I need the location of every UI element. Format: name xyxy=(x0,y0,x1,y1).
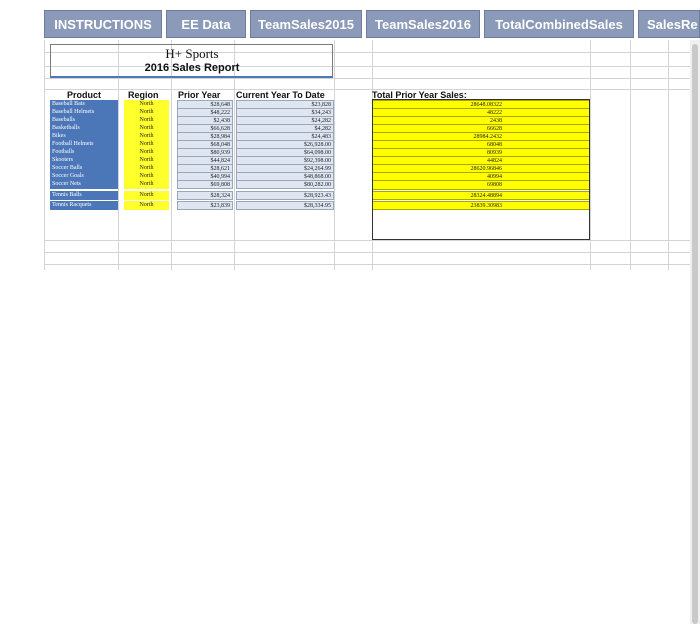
current-year-cell[interactable]: $34,243 xyxy=(236,108,334,117)
region-cell[interactable]: North xyxy=(124,164,169,173)
prior-year-cell[interactable]: $40,994 xyxy=(177,172,233,181)
product-cell[interactable]: Soccer Goals xyxy=(50,172,118,181)
product-cell[interactable]: Footballs xyxy=(50,148,118,157)
prior-year-cell[interactable]: $28,648 xyxy=(177,100,233,109)
total-prior-cell[interactable]: 48222 xyxy=(372,108,590,117)
total-prior-cell[interactable]: 28324.48894 xyxy=(372,191,590,200)
total-prior-cell[interactable]: 2438 xyxy=(372,116,590,125)
product-cell[interactable]: Tennis Balls xyxy=(50,191,118,200)
product-cell[interactable]: Soccer Nets xyxy=(50,180,118,189)
current-year-cell[interactable]: $24,282 xyxy=(236,116,334,125)
region-cell[interactable]: North xyxy=(124,140,169,149)
prior-year-cell[interactable]: $80,939 xyxy=(177,148,233,157)
total-prior-cell[interactable]: 28984.2432 xyxy=(372,132,590,141)
header-current-year[interactable]: Current Year To Date xyxy=(236,90,325,100)
total-prior-cell[interactable]: 28620.96846 xyxy=(372,164,590,173)
region-cell[interactable]: North xyxy=(124,108,169,117)
current-year-cell[interactable]: $64,098.00 xyxy=(236,148,334,157)
header-product[interactable]: Product xyxy=(67,90,102,100)
tab-salesreport[interactable]: SalesRe xyxy=(638,10,700,38)
current-year-cell[interactable]: $80,282.00 xyxy=(236,180,334,189)
product-cell[interactable]: Football Helmets xyxy=(50,140,118,149)
total-prior-cell[interactable]: 40994 xyxy=(372,172,590,181)
company-name: H+ Sports xyxy=(165,46,219,61)
region-cell[interactable]: North xyxy=(124,148,169,157)
prior-year-cell[interactable]: $66,628 xyxy=(177,124,233,133)
total-prior-cell[interactable]: 44824 xyxy=(372,156,590,165)
current-year-cell[interactable]: $24,483 xyxy=(236,132,334,141)
product-cell[interactable]: Soccer Balls xyxy=(50,164,118,173)
current-year-cell[interactable]: $28,923.43 xyxy=(236,191,334,200)
region-cell[interactable]: North xyxy=(124,124,169,133)
product-cell[interactable]: Skooters xyxy=(50,156,118,165)
total-prior-cell[interactable]: 28648.08322 xyxy=(372,100,590,109)
region-cell[interactable]: North xyxy=(124,201,169,210)
product-cell[interactable]: Tennis Racquets xyxy=(50,201,118,210)
sheet-tab-bar xyxy=(44,10,700,40)
header-region[interactable]: Region xyxy=(128,90,159,100)
current-year-cell[interactable]: $28,334.95 xyxy=(236,201,334,210)
product-cell[interactable]: Baseball Bats xyxy=(50,100,118,109)
product-cell[interactable]: Bikes xyxy=(50,132,118,141)
total-prior-cell[interactable]: 80939 xyxy=(372,148,590,157)
product-cell[interactable]: Baseballs xyxy=(50,116,118,125)
region-cell[interactable]: North xyxy=(124,100,169,109)
report-title: 2016 Sales Report xyxy=(144,62,240,74)
header-total-prior[interactable]: Total Prior Year Sales: xyxy=(372,90,467,100)
current-year-cell[interactable]: $23,828 xyxy=(236,100,334,109)
title-underline xyxy=(50,76,333,78)
scrollbar-thumb[interactable] xyxy=(692,44,698,624)
prior-year-cell[interactable]: $2,438 xyxy=(177,116,233,125)
total-prior-cell[interactable]: 69808 xyxy=(372,180,590,190)
tab-teamsales2016[interactable]: TeamSales2016 xyxy=(366,10,480,38)
current-year-cell[interactable]: $4,282 xyxy=(236,124,334,133)
prior-year-cell[interactable]: $23,839 xyxy=(177,201,233,210)
tab-ee-data[interactable]: EE Data xyxy=(166,10,246,38)
product-cell[interactable]: Baseball Helmets xyxy=(50,108,118,117)
header-prior-year[interactable]: Prior Year xyxy=(178,90,221,100)
total-prior-cell[interactable]: 68048 xyxy=(372,140,590,149)
product-cell[interactable]: Basketballs xyxy=(50,124,118,133)
tab-teamsales2015[interactable]: TeamSales2015 xyxy=(250,10,362,38)
total-prior-cell[interactable]: 23839.30983 xyxy=(372,201,590,210)
region-cell[interactable]: North xyxy=(124,116,169,125)
current-year-cell[interactable]: $26,928.00 xyxy=(236,140,334,149)
prior-year-cell[interactable]: $44,824 xyxy=(177,156,233,165)
total-prior-cell[interactable]: 66628 xyxy=(372,124,590,133)
tab-instructions[interactable]: INSTRUCTIONS xyxy=(44,10,162,38)
current-year-cell[interactable]: $24,264.99 xyxy=(236,164,334,173)
prior-year-cell[interactable]: $28,621 xyxy=(177,164,233,173)
current-year-cell[interactable]: $92,398.00 xyxy=(236,156,334,165)
tab-totalcombinedsales[interactable]: TotalCombinedSales xyxy=(484,10,634,38)
prior-year-cell[interactable]: $68,048 xyxy=(177,140,233,149)
region-cell[interactable]: North xyxy=(124,191,169,200)
current-year-cell[interactable]: $48,868.00 xyxy=(236,172,334,181)
region-cell[interactable]: North xyxy=(124,180,169,189)
region-cell[interactable]: North xyxy=(124,172,169,181)
prior-year-cell[interactable]: $28,324 xyxy=(177,191,233,200)
prior-year-cell[interactable]: $48,222 xyxy=(177,108,233,117)
region-cell[interactable]: North xyxy=(124,156,169,165)
region-cell[interactable]: North xyxy=(124,132,169,141)
prior-year-cell[interactable]: $28,984 xyxy=(177,132,233,141)
prior-year-cell[interactable]: $69,808 xyxy=(177,180,233,189)
